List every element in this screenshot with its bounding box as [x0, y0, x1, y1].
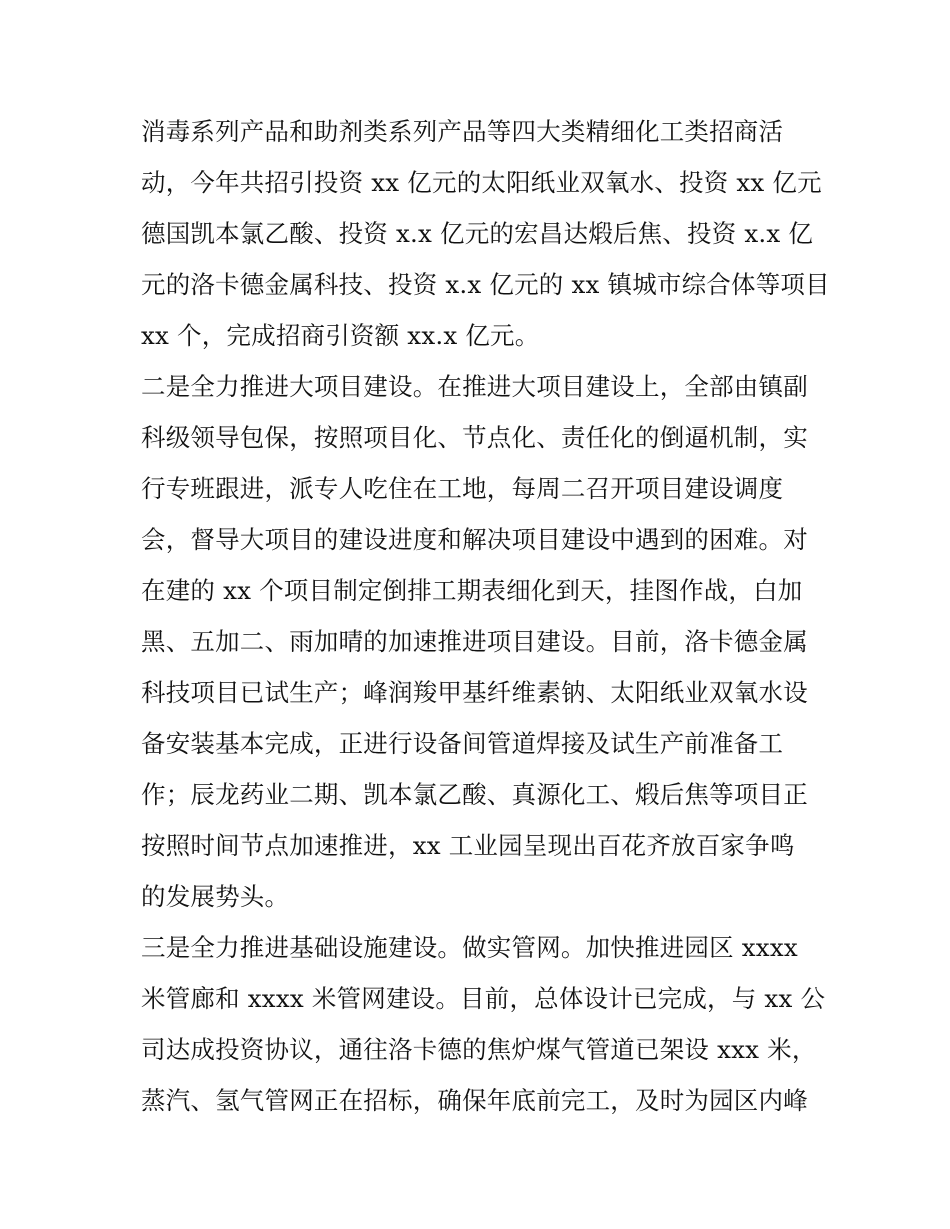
text-line: 会，督导大项目的建设进度和解决项目建设中遇到的困难。对 — [141, 525, 808, 554]
text-line: 备安装基本完成，正进行设备间管道焊接及试生产前准备工 — [141, 729, 784, 758]
text-line: 德国凯本氯乙酸、投资 x.x 亿元的宏昌达煅后焦、投资 x.x 亿 — [141, 219, 814, 248]
text-line: 的发展势头。 — [141, 882, 290, 911]
text-line: xx 个，完成招商引资额 xx.x 亿元。 — [141, 321, 540, 350]
text-line: 二是全力推进大项目建设。在推进大项目建设上，全部由镇副 — [141, 372, 808, 401]
text-line: 司达成投资协议，通往洛卡德的焦炉煤气管道已架设 xxx 米， — [141, 1035, 817, 1064]
text-line: 消毒系列产品和助剂类系列产品等四大类精细化工类招商活 — [141, 117, 784, 146]
text-line: 科级领导包保，按照项目化、节点化、责任化的倒逼机制，实 — [141, 423, 808, 452]
text-line: 蒸汽、氢气管网正在招标，确保年底前完工，及时为园区内峰 — [141, 1086, 808, 1115]
text-line: 作；辰龙药业二期、凯本氯乙酸、真源化工、煅后焦等项目正 — [141, 780, 808, 809]
text-line: 米管廊和 xxxx 米管网建设。目前，总体设计已完成，与 xx 公 — [141, 984, 826, 1013]
text-line: 元的洛卡德金属科技、投资 x.x 亿元的 xx 镇城市综合体等项目 — [141, 270, 830, 299]
text-line: 按照时间节点加速推进，xx 工业园呈现出百花齐放百家争鸣 — [141, 831, 795, 860]
text-line: 科技项目已试生产；峰润羧甲基纤维素钠、太阳纸业双氧水设 — [141, 678, 808, 707]
text-line: 黑、五加二、雨加晴的加速推进项目建设。目前，洛卡德金属 — [141, 627, 808, 656]
body-text — [141, 106, 830, 1126]
text-line: 动，今年共招引投资 xx 亿元的太阳纸业双氧水、投资 xx 亿元 — [141, 168, 822, 197]
text-line: 行专班跟进，派专人吃住在工地，每周二召开项目建设调度 — [141, 474, 784, 503]
text-line: 在建的 xx 个项目制定倒排工期表细化到天，挂图作战，白加 — [141, 576, 803, 605]
text-line: 三是全力推进基础设施建设。做实管网。加快推进园区 xxxx — [141, 933, 798, 962]
